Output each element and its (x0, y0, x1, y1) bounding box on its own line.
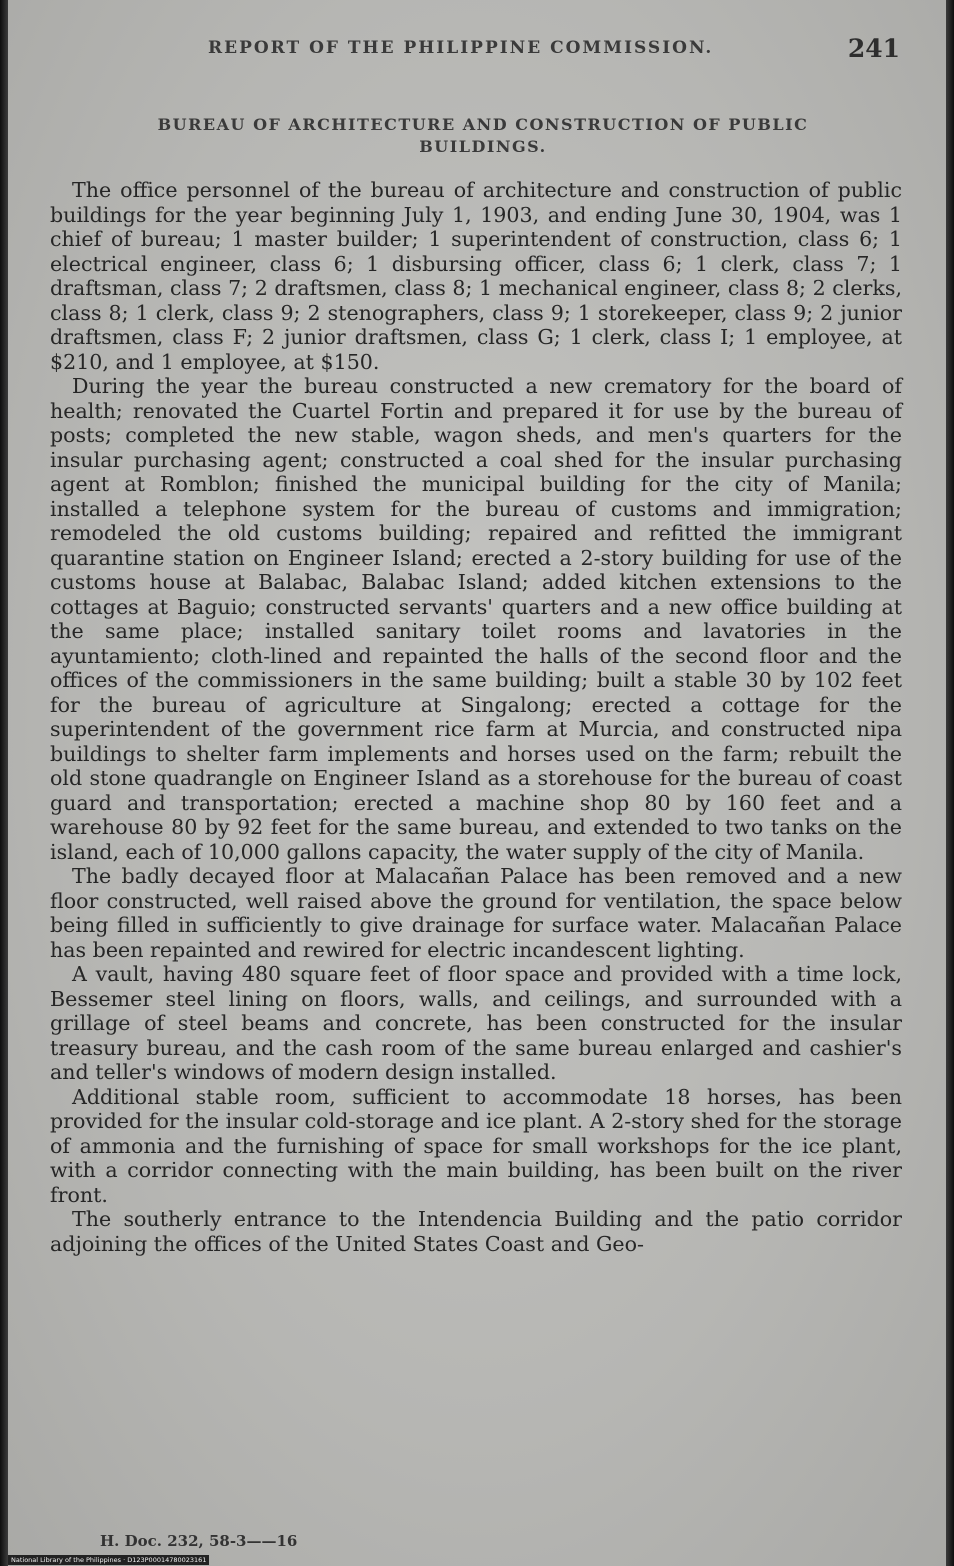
scan-edge-right (946, 0, 954, 1566)
scan-credit: National Library of the Philippines · D123P00014780023161 (8, 1555, 209, 1565)
paragraph-personnel: The office personnel of the bureau of architecture and construction of public buildings for the year beginning July 1, 1903, and ending June 30, 1904, was 1 chief of bureau; 1 master builder; 1 superintendent of construction, class 6; 1 electrical engineer, class 6; 1 disbursing officer, class 6; 1 clerk, class 7; 1 draftsman, class 7; 2 draftsmen, class 8; 1 mechanical engineer, class 8; 2 clerks, class 8; 1 clerk, class 9; 2 stenographers, class 9; 1 storekeeper, class 9; 2 junior draftsmen, class F; 2 junior draftsmen, class G; 1 clerk, class I; 1 employee, at $210, and 1 employee, at $150. (50, 178, 902, 374)
document-signature: H. Doc. 232, 58-3——16 (100, 1532, 298, 1550)
paragraph-treasury-vault: A vault, having 480 square feet of floor space and provided with a time lock, Bessemer steel lining on floors, walls, and ceilings, and surrounded with a grillage of steel beams and concrete, has been constructed for the insular treasury bureau, and the cash room of the same bureau enlarged and cashier's and teller's windows of modern design installed. (50, 962, 902, 1084)
scan-edge-left (0, 0, 8, 1566)
section-title (68, 114, 898, 158)
paragraph-intendencia: The southerly entrance to the Intendencia Building and the patio corridor adjoining the offices of the United States Coast and Geo- (50, 1207, 902, 1256)
section-title-line-1: BUREAU OF ARCHITECTURE AND CONSTRUCTION OF PUBLIC (157, 115, 809, 134)
section-title-line-2: BUILDINGS. (419, 137, 547, 156)
paragraph-ice-plant: Additional stable room, sufficient to accommodate 18 horses, has been provided for the insular cold-storage and ice plant. A 2-story shed for the storage of ammonia and the furnishing of space for small workshops for the ice plant, with a corridor connecting with the main building, has been built on the river front. (50, 1084, 902, 1207)
running-title: REPORT OF THE PHILIPPINE COMMISSION. (208, 38, 714, 58)
body-text (50, 178, 902, 1256)
running-head (8, 34, 946, 70)
paragraph-malacanan-palace: The badly decayed floor at Malacañan Palace has been removed and a new floor constructed, well raised above the ground for ventilation, the space below being filled in sufficiently to give drainage for surface water. Malacañan Palace has been repainted and rewired for electric incandescent lighting. (50, 864, 902, 962)
page-number: 241 (847, 34, 900, 63)
paragraph-construction-work: During the year the bureau constructed a new crematory for the board of health; renovated the Cuartel Fortin and prepared it for use by the bureau of posts; completed the new stable, wagon sheds, and men's quarters for the insular purchasing agent; constructed a coal shed for the insular purchasing agent at Romblon; finished the municipal building for the city of Manila; installed a telephone system for the bureau of customs and immigration; remodeled the old customs building; repaired and refitted the immigrant quarantine station on Engineer Island; erected a 2-story building for use of the customs house at Balabac, Balabac Island; added kitchen extensions to the cottages at Baguio; constructed servants' quarters and a new office building at the same place; installed sanitary toilet rooms and lavatories in the ayuntamiento; cloth-lined and repainted the halls of the second floor and the offices of the commissioners in the same building; built a stable 30 by 102 feet for the bureau of agriculture at Singalong; erected a cottage for the superintendent of the government rice farm at Murcia, and constructed nipa buildings to shelter farm implements and horses used on the farm; rebuilt the old stone quadrangle on Engineer Island as a storehouse for the bureau of coast guard and transportation; erected a machine shop 80 by 160 feet and a warehouse 80 by 92 feet for the same bureau, and extended to two tanks on the island, each of 10,000 gallons capacity, the water supply of the city of Manila. (50, 374, 902, 864)
document-page (8, 0, 946, 1566)
